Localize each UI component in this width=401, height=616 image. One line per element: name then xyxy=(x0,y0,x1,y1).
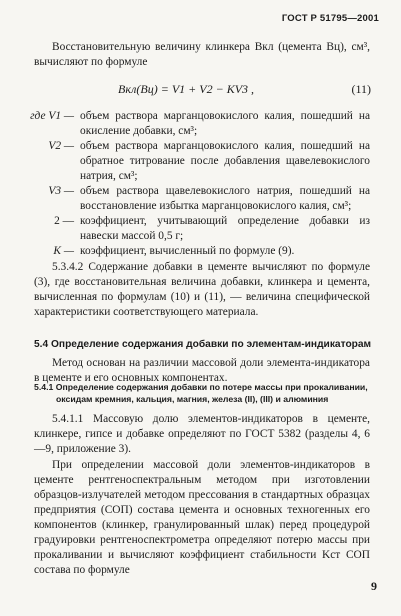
definition-v2 xyxy=(34,139,370,184)
page-number: 9 xyxy=(371,579,377,593)
definition-text: объем раствора марганцовокислого калия, пошедший на окисление добавки, см³; xyxy=(80,110,370,137)
heading-line-1: 5.4.1 Определение содержания добавки по потере массы при прокаливании, xyxy=(34,382,368,392)
formula-number: (11) xyxy=(351,82,371,96)
definition-v3 xyxy=(34,184,370,214)
definition-text: коэффициент, учитывающий определение добавки из навески массой 0,5 г; xyxy=(80,215,370,242)
definition-symbol: V3 — xyxy=(48,185,74,197)
definition-symbol: K — xyxy=(53,245,74,257)
paragraph-5-4-1-1: 5.4.1.1 Массовую долю элементов-индикаторов в цементе, клинкере, гипсе и добавке определяют по ГОСТ 5382 (разделы 4, 6—9, приложение 3). xyxy=(34,413,370,455)
definition-symbol: 2 — xyxy=(54,215,74,227)
definition-text: коэффициент, вычисленный по формуле (9). xyxy=(80,245,295,257)
paragraph-xrf-method: При определении массовой доли элементов-индикаторов в цементе рентгеноспектральным методом при изготовлении образцов-излучателей методом прессования в стандартных образцах предприятия (СОП) состава цемента и основных техногенных его компонентов (клинкер, гранулированный шлак) перед процедурой градуировки рентгеноспектрометра определяют потерю массы при прокаливании и вычисляют коэффициент стабильности Kст СОП состава по формуле xyxy=(34,459,370,576)
definition-text: объем раствора щавелевокислого натрия, пошедший на восстановление избытка марганцовокислого калия, см³; xyxy=(80,185,370,212)
standard-header: ГОСТ Р 51795—2001 xyxy=(281,13,379,24)
definition-symbol: где V1 — xyxy=(30,110,74,122)
formula-expression: Bкл(Bц) = V1 + V2 − KV3 , xyxy=(118,82,255,96)
definition-text: объем раствора марганцовокислого калия, пошедший на обратное титрование после добавления щавелевокислого натрия, см³; xyxy=(80,140,370,182)
section-heading-5-4-1 xyxy=(34,381,376,405)
section-heading-5-4: 5.4 Определение содержания добавки по элементам-индикаторам xyxy=(34,339,372,350)
formula-11 xyxy=(0,82,401,100)
intro-paragraph: Восстановительную величину клинкера Bкл (цемента Bц), см³, вычисляют по формуле xyxy=(34,41,370,68)
paragraph-5-3-4-2: 5.3.4.2 Содержание добавки в цементе вычисляют по формуле (3), где восстановительная величина добавки, клинкера и цемента, вычисленная по формулам (10) и (11), — величина специфической характеристики соответствующего материала. xyxy=(34,261,370,318)
definition-k xyxy=(34,244,370,259)
paragraph-5-4: Метод основан на различии массовой доли элемента-индикатора в цементе и его основных компонентах. xyxy=(34,357,370,384)
heading-line-2: оксидам кремния, кальция, магния, железа (II), (III) и алюминия xyxy=(56,394,329,404)
definition-coefficient-2 xyxy=(34,214,370,244)
definition-symbol: V2 — xyxy=(48,140,74,152)
definition-v1 xyxy=(30,109,370,139)
